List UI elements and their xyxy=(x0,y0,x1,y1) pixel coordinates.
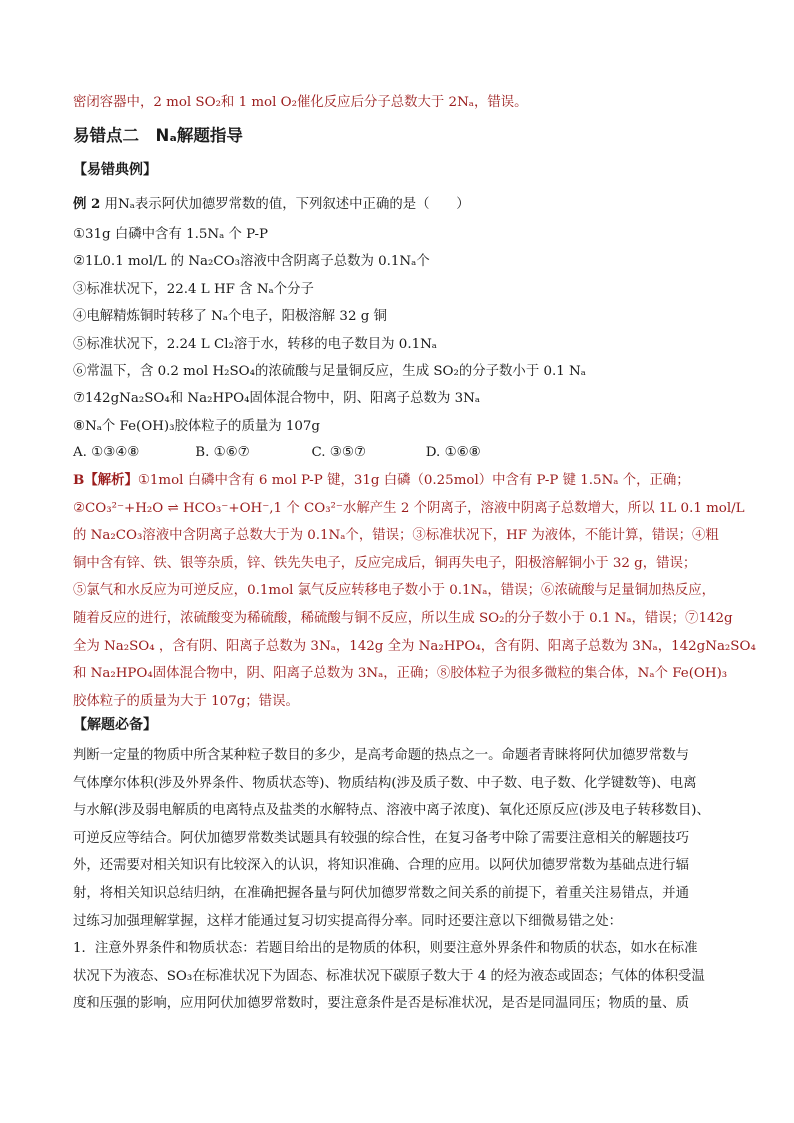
options xyxy=(73,443,481,463)
option-d: D. ①⑥⑧ xyxy=(425,445,481,460)
guide-line-6: 射，将相关知识总结归纳，在准确把握各量与阿伏加德罗常数之间关系的前提下，着重关注易错点，并通 xyxy=(73,885,689,901)
statement-7: ⑦142gNa₂SO₄和 Na₂HPO₄固体混合物中，阴、阳离子总数为 3Nₐ xyxy=(73,391,480,406)
statement-5: ⑤标准状况下，2.24 L Cl₂溶于水，转移的电子数目为 0.1Nₐ xyxy=(73,337,437,352)
option-b: B. ①⑥⑦ xyxy=(195,445,250,460)
analysis-line-8: 和 Na₂HPO₄固体混合物中，阴、阳离子总数为 3Nₐ，正确；⑧胶体粒子为很多微粒的集合体，Nₐ个 Fe(OH)₃ xyxy=(73,666,728,682)
answer-label: B【解析】 xyxy=(73,472,138,488)
guide-line-4: 可逆反应等结合。阿伏加德罗常数类试题具有较强的综合性，在复习备考中除了需要注意相关的解题技巧 xyxy=(73,830,689,846)
question xyxy=(73,194,470,215)
question-label: 例 2 xyxy=(73,196,101,212)
analysis-line-5: ⑤氯气和水反应为可逆反应，0.1mol 氯气反应转移电子数小于 0.1Nₐ，错误；⑥浓硫酸与足量铜加热反应， xyxy=(73,583,716,599)
analysis-line-1: ①1mol 白磷中含有 6 mol P-P 键，31g 白磷（0.25mol）中含有 P-P 键 1.5Nₐ 个，正确； xyxy=(137,473,690,488)
guide-line-5: 外，还需要对相关知识有比较深入的认识，将知识准确、合理的应用。以阿伏加德罗常数为基础点进行辐 xyxy=(73,858,689,874)
analysis-line-3: 的 Na₂CO₃溶液中含阴离子总数大于为 0.1Nₐ个，错误；③标准状况下，HF 为液体，不能计算，错误；④粗 xyxy=(73,528,719,544)
statement-6: ⑥常温下，含 0.2 mol H₂SO₄的浓硫酸与足量铜反应，生成 SO₂的分子数小于 0.1 Nₐ xyxy=(73,364,586,379)
guide-line-9: 状况下为液态、SO₃在标准状况下为固态、标准状况下碳原子数大于 4 的烃为液态或固态；气体的体积受温 xyxy=(73,968,705,984)
question-text: 用Nₐ表示阿伏加德罗常数的值，下列叙述中正确的是（ ） xyxy=(104,197,470,212)
section-guide: 【解题必备】 xyxy=(73,717,157,733)
statement-8: ⑧Nₐ个 Fe(OH)₃胶体粒子的质量为 107g xyxy=(73,419,320,434)
analysis-line-7: 全为 Na₂SO₄ ，含有阴、阳离子总数为 3Nₐ，142g 全为 Na₂HPO₄，含有阴、阳离子总数为 3Nₐ，142gNa₂SO₄ xyxy=(73,638,756,654)
analysis-line-9: 胶体粒子的质量为大于 107g；错误。 xyxy=(73,693,299,709)
heading: 易错点二 Nₐ解题指导 xyxy=(73,126,243,145)
analysis xyxy=(73,467,756,715)
guide-line-2: 气体摩尔体积(涉及外界条件、物质状态等)、物质结构(涉及质子数、中子数、电子数、化学键数等)、电离 xyxy=(73,775,697,791)
guide-line-8: 1．注意外界条件和物质状态：若题目给出的是物质的体积，则要注意外界条件和物质的状态，如水在标准 xyxy=(73,941,698,957)
guide-line-3: 与水解(涉及弱电解质的电离特点及盐类的水解特点、溶液中离子浓度)、氧化还原反应(涉及电子转移数目)、 xyxy=(73,803,710,819)
option-a: A. ①③④⑧ xyxy=(73,445,140,460)
guide-line-1: 判断一定量的物质中所含某种粒子数目的多少，是高考命题的热点之一。命题者青睐将阿伏加德罗常数与 xyxy=(73,748,689,763)
top-line: 密闭容器中，2 mol SO₂和 1 mol O₂催化反应后分子总数大于 2Nₐ，错误。 xyxy=(73,95,528,110)
analysis-line-2: ②CO₃²⁻+H₂O ⇌ HCO₃⁻+OH⁻,1 个 CO₃²⁻水解产生 2 个阴离子，溶液中阴离子总数增大，所以 1L 0.1 mol/L xyxy=(73,500,745,516)
statement-2: ②1L0.1 mol/L 的 Na₂CO₃溶液中含阴离子总数为 0.1Nₐ个 xyxy=(73,254,430,269)
statement-4: ④电解精炼铜时转移了 Nₐ个电子，阳极溶解 32 g 铜 xyxy=(73,309,387,324)
statement-3: ③标准状况下，22.4 L HF 含 Nₐ个分子 xyxy=(73,282,314,297)
analysis-line-6: 随着反应的进行，浓硫酸变为稀硫酸，稀硫酸与铜不反应，所以生成 SO₂的分子数小于 0.1 Nₐ，错误；⑦142g xyxy=(73,610,733,626)
option-c: C. ③⑤⑦ xyxy=(311,445,366,460)
guide-line-7: 过练习加强理解掌握，这样才能通过复习切实提高得分率。同时还要注意以下细微易错之处： xyxy=(73,913,623,929)
guide-line-10: 度和压强的影响，应用阿伏加德罗常数时，要注意条件是否是标准状况，是否是同温同压；物质的量、质 xyxy=(73,996,689,1012)
guide xyxy=(73,742,723,1018)
analysis-line-4: 铜中含有锌、铁、银等杂质，锌、铁先失电子，反应完成后，铜再失电子，阳极溶解铜小于 32 g，错误； xyxy=(73,555,697,571)
section-example: 【易错典例】 xyxy=(73,162,157,178)
statement-1: ①31g 白磷中含有 1.5Nₐ 个 P-P xyxy=(73,227,268,242)
